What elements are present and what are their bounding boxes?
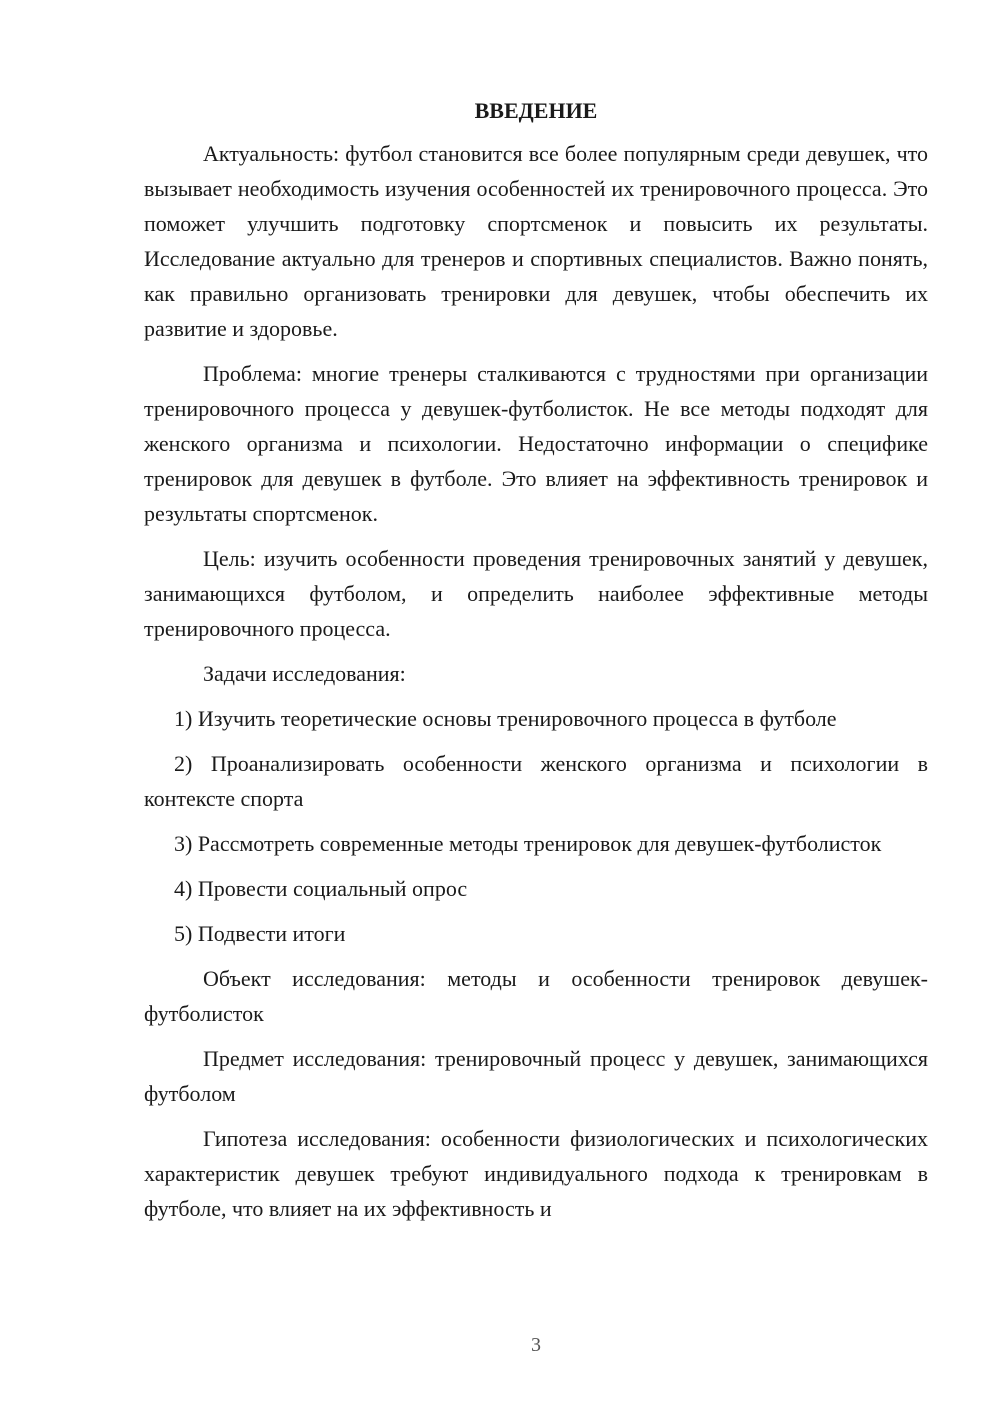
section-heading: ВВЕДЕНИЕ xyxy=(474,98,598,123)
task-item-1: 1) Изучить теоретические основы тренировочного процесса в футболе xyxy=(174,706,837,731)
task-item-2: 2) Проанализировать особенности женского организма и психологии в контексте спорта xyxy=(144,751,928,811)
task-item-3: 3) Рассмотреть современные методы тренировок для девушек-футболисток xyxy=(174,831,882,856)
paragraph-tasks-intro: Задачи исследования: xyxy=(203,661,406,686)
page-number: 3 xyxy=(531,1334,541,1356)
task-item-4: 4) Провести социальный опрос xyxy=(174,876,468,901)
paragraph-problem: Проблема: многие тренеры сталкиваются с трудностями при организации тренировочного процесса у девушек-футболисток. Не все методы подходят для женского организма и психологии. Недостаточно информации о специфике тренировок для девушек в футболе. Это влияет на эффективность тренировок и результаты спортсменок. xyxy=(144,361,928,526)
paragraph-hypothesis: Гипотеза исследования: особенности физиологических и психологических характеристик девушек требуют индивидуального подхода к тренировкам в футболе, что влияет на их эффективность и xyxy=(144,1126,928,1221)
paragraph-goal: Цель: изучить особенности проведения тренировочных занятий у девушек, занимающихся футболом, и определить наиболее эффективные методы тренировочного процесса. xyxy=(144,546,928,641)
paragraph-relevance: Актуальность: футбол становится все более популярным среди девушек, что вызывает необходимость изучения особенностей их тренировочного процесса. Это поможет улучшить подготовку спортсменок и повысить их результаты. Исследование актуально для тренеров и спортивных специалистов. Важно понять, как правильно организовать тренировки для девушек, чтобы обеспечить их развитие и здоровье. xyxy=(144,141,928,341)
task-item-5: 5) Подвести итоги xyxy=(174,921,346,946)
paragraph-object: Объект исследования: методы и особенности тренировок девушек-футболисток xyxy=(144,966,928,1026)
paragraph-subject: Предмет исследования: тренировочный процесс у девушек, занимающихся футболом xyxy=(144,1046,928,1106)
document-body xyxy=(144,96,928,1236)
